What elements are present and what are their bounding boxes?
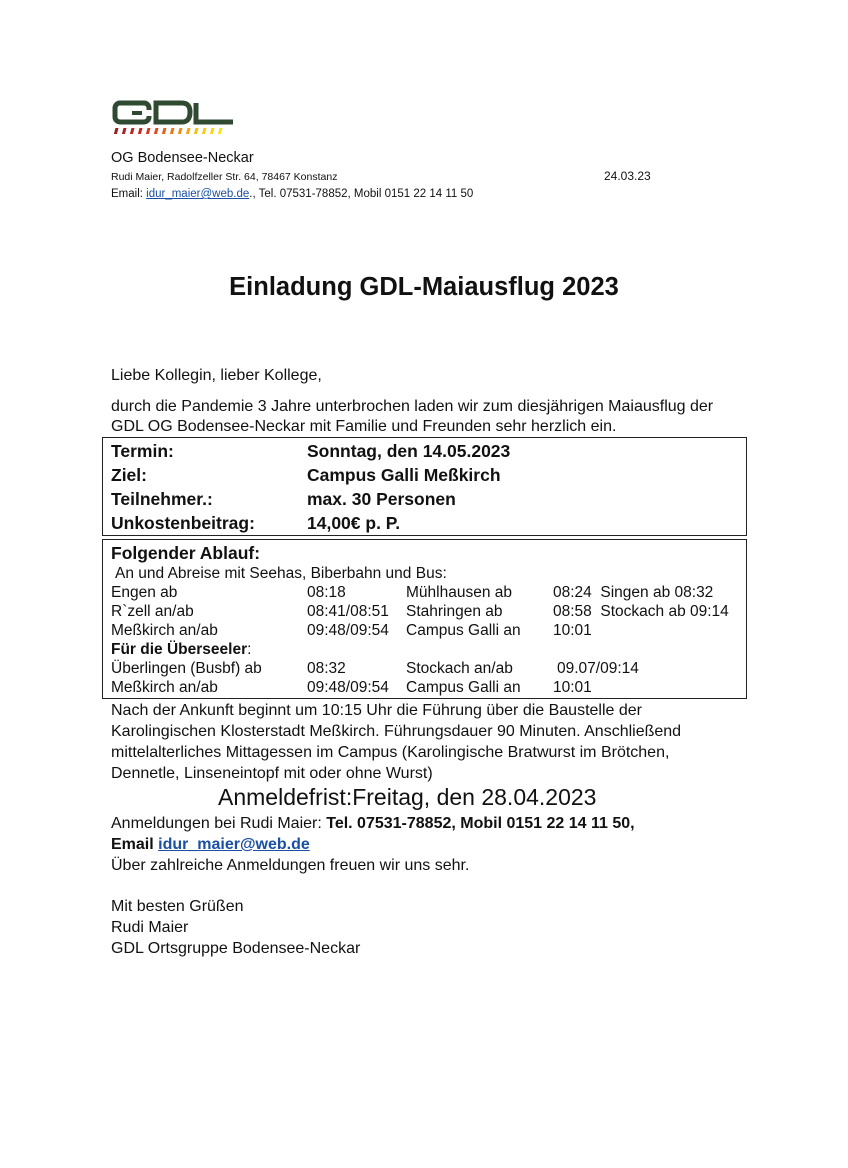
schedule-heading: Folgender Ablauf: [111, 543, 261, 563]
schedule-cell: R`zell an/ab [111, 603, 194, 620]
ueberseeler-heading: Für die Überseeler: [111, 641, 252, 658]
intro-line-2: GDL OG Bodensee-Neckar mit Familie und Freunden sehr herzlich ein. [111, 418, 617, 435]
sender-address: Rudi Maier, Radolfzeller Str. 64, 78467 Konstanz [111, 171, 338, 183]
schedule-cell: Meßkirch an/ab [111, 679, 218, 696]
schedule-cell: 08:24 Singen ab 08:32 [553, 584, 714, 601]
schedule-cell: Stahringen ab [406, 603, 503, 620]
schedule-cell: 09.07/09:14 [557, 660, 639, 677]
email-link[interactable]: idur_maier@web.de [146, 188, 250, 200]
thanks-line: Über zahlreiche Anmeldungen freuen wir uns sehr. [111, 857, 470, 874]
registration-line: Anmeldungen bei Rudi Maier: Tel. 07531-78852, Mobil 0151 22 14 11 50, [111, 815, 635, 832]
schedule-cell: 08:32 [307, 660, 346, 677]
email-label: Email: [111, 188, 147, 200]
schedule-subtitle: An und Abreise mit Seehas, Biberbahn und Bus: [115, 565, 447, 582]
info-value-ziel: Campus Galli Meßkirch [307, 465, 501, 485]
contact-line [111, 188, 473, 200]
registration-email-link[interactable]: idur_maier@web.de [158, 836, 310, 853]
info-value-teilnehmer: max. 30 Personen [307, 489, 456, 509]
greeting: Liebe Kollegin, lieber Kollege, [111, 367, 322, 384]
details-line: Dennetle, Linseneintopf mit oder ohne Wurst) [111, 765, 433, 782]
closing-greeting: Mit besten Grüßen [111, 898, 244, 915]
schedule-cell: 09:48/09:54 [307, 622, 389, 639]
registration-deadline: Anmeldefrist:Freitag, den 28.04.2023 [218, 784, 597, 810]
details-line: Karolingischen Klosterstadt Meßkirch. Führungsdauer 90 Minuten. Anschließend [111, 723, 682, 740]
gdl-logo [112, 100, 236, 140]
info-label-kosten: Unkostenbeitrag: [111, 513, 255, 533]
signature-name: Rudi Maier [111, 919, 189, 936]
info-value-termin: Sonntag, den 14.05.2023 [307, 441, 511, 461]
signature-org: GDL Ortsgruppe Bodensee-Neckar [111, 940, 361, 957]
contact-phones: ., Tel. 07531-78852, Mobil 0151 22 14 11 50 [249, 188, 474, 200]
schedule-cell: Campus Galli an [406, 679, 521, 696]
schedule-cell: 10:01 [553, 679, 592, 696]
schedule-cell: Meßkirch an/ab [111, 622, 218, 639]
schedule-cell: 08:41/08:51 [307, 603, 389, 620]
info-label-teilnehmer: Teilnehmer.: [111, 489, 213, 509]
logo-stripes [112, 128, 222, 134]
schedule-cell: Engen ab [111, 584, 178, 601]
info-value-kosten: 14,00€ p. P. [307, 513, 401, 533]
schedule-cell: Überlingen (Busbf) ab [111, 660, 262, 677]
schedule-cell: 10:01 [553, 622, 592, 639]
letter-date: 24.03.23 [604, 169, 651, 183]
info-label-termin: Termin: [111, 441, 174, 461]
intro-line-1: durch die Pandemie 3 Jahre unterbrochen laden wir zum diesjährigen Maiausflug der [111, 398, 714, 415]
schedule-cell: 09:48/09:54 [307, 679, 389, 696]
schedule-cell: Mühlhausen ab [406, 584, 512, 601]
schedule-cell: Stockach an/ab [406, 660, 513, 677]
page-title: Einladung GDL-Maiausflug 2023 [229, 273, 619, 301]
info-label-ziel: Ziel: [111, 465, 147, 485]
org-name: OG Bodensee-Neckar [111, 150, 254, 166]
schedule-cell: 08:18 [307, 584, 346, 601]
details-line: Nach der Ankunft beginnt um 10:15 Uhr die Führung über die Baustelle der [111, 702, 642, 719]
schedule-cell: Campus Galli an [406, 622, 521, 639]
details-line: mittelalterliches Mittagessen im Campus (Karolingische Bratwurst im Brötchen, [111, 744, 670, 761]
schedule-cell: 08:58 Stockach ab 09:14 [553, 603, 729, 620]
registration-email-line: Email idur_maier@web.de [111, 836, 310, 853]
